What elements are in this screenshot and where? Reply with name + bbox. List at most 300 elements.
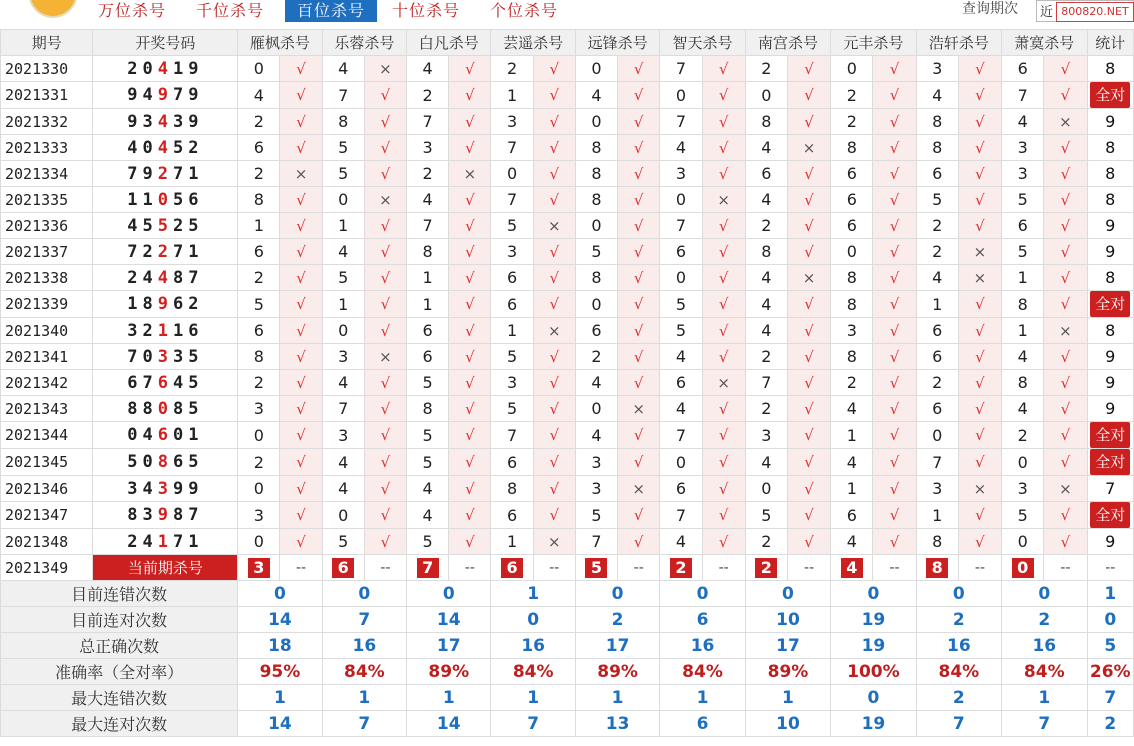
correct-mark-icon [449,56,491,82]
kill-number-cell: 8 [407,239,449,265]
kill-number-cell: 6 [745,161,787,187]
draw-digit: 8 [157,452,173,472]
correct-mark-icon [1044,291,1087,318]
kill-number-cell: 5 [916,187,958,213]
check-icon: √ [975,532,985,551]
current-period-row [1,555,1134,581]
correct-mark-icon [280,56,322,82]
draw-digit: 0 [142,452,158,472]
kill-number-cell: 0 [238,422,280,449]
correct-mark-icon [364,161,406,187]
draw-digit: 3 [127,320,143,341]
draw-digit: 9 [127,85,143,105]
correct-mark-icon [449,502,491,529]
kill-number-cell: 4 [660,135,702,161]
kill-number-cell: 4 [1002,344,1044,370]
correct-mark-icon [280,239,322,265]
check-icon: √ [465,86,475,104]
tab-shi[interactable]: 十位杀号 [392,1,461,20]
current-kill-cell [491,555,533,581]
check-icon: √ [718,453,729,471]
check-icon: √ [718,112,729,131]
draw-digit: 4 [142,85,158,105]
kill-number-cell: 8 [831,135,873,161]
check-icon: √ [804,216,814,235]
check-icon: √ [296,59,306,78]
kill-number-cell: 2 [575,344,617,370]
cross-icon: × [294,164,308,183]
tab-ge[interactable]: 个位杀号 [490,1,559,20]
check-icon: √ [296,453,306,471]
summary-row [1,685,1134,711]
period-cell: 2021342 [1,370,93,396]
check-icon: √ [975,164,985,183]
summary-value: 2 [916,607,1001,633]
correct-mark-icon [1044,422,1087,449]
draw-digit: 9 [188,478,204,499]
correct-mark-icon [1044,396,1087,422]
draw-digit: 2 [142,241,158,262]
correct-mark-icon [702,318,745,344]
draw-digit: 4 [142,531,158,552]
tab-qian[interactable]: 千位杀号 [196,1,265,20]
check-icon: √ [804,506,814,524]
kill-number-cell: 1 [238,213,280,239]
summary-value: 19 [831,607,916,633]
correct-mark-icon [1044,529,1087,555]
stat-cell: 9 [1087,529,1134,555]
kill-number-cell: 6 [407,318,449,344]
check-icon: √ [1060,138,1071,157]
check-icon: √ [975,216,985,235]
table-row [1,56,1134,82]
check-icon: √ [633,112,644,131]
summary-value: 26% [1087,659,1134,685]
correct-mark-icon [958,82,1001,109]
check-icon: √ [549,426,560,444]
correct-mark-icon [280,291,322,318]
correct-mark-icon [280,135,322,161]
check-icon: √ [549,399,560,418]
correct-mark-icon [1044,187,1087,213]
summary-value: 84% [916,659,1001,685]
summary-value: 17 [745,633,830,659]
correct-mark-icon [958,422,1001,449]
check-icon: √ [1060,59,1071,78]
check-icon: √ [633,453,644,471]
check-icon: √ [804,347,814,366]
kill-number-cell: 6 [491,502,533,529]
kill-number-cell: 8 [322,109,364,135]
draw-digit: 1 [172,320,189,341]
cross-icon: × [1059,479,1072,498]
check-icon: √ [718,138,729,157]
kill-number-cell: 1 [831,476,873,502]
check-icon: √ [465,59,475,78]
check-icon: √ [633,532,644,551]
current-kill-cell [575,555,617,581]
correct-mark-icon [1044,161,1087,187]
check-icon: √ [465,112,475,131]
correct-mark-icon [280,82,322,109]
kill-number-cell: 1 [407,265,449,291]
kill-number-cell: 7 [322,82,364,109]
correct-mark-icon [618,291,660,318]
draw-number-cell [93,476,238,502]
check-icon: √ [1060,373,1071,392]
correct-mark-icon [618,161,660,187]
kill-number-cell: 6 [491,265,533,291]
kill-number-cell: 4 [575,370,617,396]
correct-mark-icon [958,291,1001,318]
summary-value: 7 [916,711,1001,737]
check-icon: √ [380,373,391,392]
period-cell: 2021333 [1,135,93,161]
draw-digit: 4 [142,478,158,499]
correct-mark-icon [449,344,491,370]
stat-cell: 9 [1087,344,1134,370]
current-kill-number: 5 [585,558,607,578]
correct-mark-icon [533,449,575,476]
check-icon: √ [465,190,475,209]
kill-number-table [0,29,1134,737]
kill-number-cell: 8 [238,187,280,213]
kill-number-cell: 0 [491,161,533,187]
correct-mark-icon [533,476,575,502]
draw-number-cell [93,239,238,265]
summary-value: 1 [660,685,745,711]
kill-number-cell: 2 [745,56,787,82]
correct-mark-icon [787,370,830,396]
correct-mark-icon [958,502,1001,529]
stat-cell [1087,449,1134,476]
draw-number-cell [93,502,238,529]
kill-number-cell: 5 [575,502,617,529]
wrong-mark-icon [1044,318,1087,344]
draw-digit: 1 [188,163,204,184]
kill-number-cell: 8 [831,265,873,291]
check-icon: √ [889,321,900,340]
kill-number-cell: 7 [1002,82,1044,109]
correct-mark-icon [618,56,660,82]
kill-number-cell: 5 [745,502,787,529]
check-icon: √ [380,138,391,157]
check-icon: √ [1060,399,1071,418]
correct-mark-icon [364,135,406,161]
correct-mark-icon [449,396,491,422]
summary-row [1,659,1134,685]
kill-number-cell: 1 [1002,265,1044,291]
check-icon: √ [889,242,900,261]
current-kill-number: 0 [1012,558,1034,578]
correct-mark-icon [364,82,406,109]
draw-number-cell [93,449,238,476]
draw-number-cell [93,187,238,213]
summary-value: 84% [660,659,745,685]
check-icon: √ [718,86,729,104]
draw-digit: 4 [157,267,173,288]
summary-label: 目前连错次数 [1,581,238,607]
tab-bai[interactable]: 百位杀号 [285,0,377,22]
current-kill-cell [916,555,958,581]
period-cell: 2021332 [1,109,93,135]
check-icon: √ [633,321,644,340]
check-icon: √ [465,321,475,340]
pending-mark: -- [873,555,916,581]
cross-icon: × [973,242,987,261]
draw-digit: 7 [127,346,143,367]
wrong-mark-icon [364,344,406,370]
kill-number-cell: 0 [831,56,873,82]
current-kill-label: 当前期杀号 [93,555,238,581]
wrong-mark-icon [1044,476,1087,502]
kill-number-cell: 0 [322,187,364,213]
wrong-mark-icon [533,318,575,344]
kill-number-cell: 3 [491,370,533,396]
cross-icon: × [717,373,730,392]
kill-number-cell: 3 [407,135,449,161]
summary-value: 0 [1087,607,1134,633]
summary-value: 89% [407,659,491,685]
summary-value: 1 [491,685,575,711]
summary-label: 总正确次数 [1,633,238,659]
correct-mark-icon [618,187,660,213]
correct-mark-icon [958,161,1001,187]
header-period: 期号 [1,30,93,56]
draw-digit: 9 [188,111,204,132]
draw-digit: 4 [127,137,143,158]
kill-number-cell: 2 [407,82,449,109]
stat-cell: 9 [1087,396,1134,422]
kill-number-cell: 3 [575,476,617,502]
kill-number-cell: 5 [407,422,449,449]
draw-number-cell [93,265,238,291]
kill-number-cell: 2 [916,213,958,239]
summary-label: 准确率（全对率） [1,659,238,685]
check-icon: √ [718,242,729,261]
cross-icon: × [802,268,816,287]
correct-mark-icon [787,187,830,213]
correct-mark-icon [787,213,830,239]
draw-number-cell [93,56,238,82]
kill-number-cell: 0 [322,318,364,344]
kill-number-cell: 4 [1002,396,1044,422]
draw-digit: 9 [157,85,173,105]
correct-mark-icon [702,502,745,529]
summary-value: 6 [660,607,745,633]
check-icon: √ [975,190,985,209]
kill-number-cell: 5 [238,291,280,318]
kill-number-cell: 1 [407,291,449,318]
check-icon: √ [465,479,475,498]
check-icon: √ [380,112,391,131]
wrong-mark-icon [364,187,406,213]
kill-number-cell: 2 [407,161,449,187]
kill-number-cell: 3 [491,239,533,265]
correct-mark-icon [873,135,916,161]
summary-value: 16 [916,633,1001,659]
check-icon: √ [465,426,475,444]
stat-cell: 7 [1087,476,1134,502]
summary-value: 89% [745,659,830,685]
kill-number-cell: 8 [1002,370,1044,396]
draw-digit: 5 [188,346,204,367]
current-kill-number: 6 [501,558,523,578]
check-icon: √ [549,242,560,261]
correct-mark-icon [364,476,406,502]
check-icon: √ [380,399,391,418]
draw-digit: 0 [142,346,158,367]
check-icon: √ [975,112,985,131]
cross-icon: × [973,479,987,498]
correct-mark-icon [702,109,745,135]
check-icon: √ [380,86,391,104]
check-icon: √ [296,426,306,444]
cross-icon: × [379,190,392,209]
draw-digit: 7 [172,163,189,184]
draw-digit: 3 [172,111,189,132]
summary-value: 5 [1087,633,1134,659]
kill-number-cell: 1 [491,529,533,555]
correct-mark-icon [533,187,575,213]
tab-wan[interactable]: 万位杀号 [98,1,167,20]
check-icon: √ [549,453,560,471]
table-header-row [1,30,1134,56]
check-icon: √ [380,479,391,498]
kill-number-cell: 5 [1002,239,1044,265]
summary-value: 0 [238,581,322,607]
correct-mark-icon [958,449,1001,476]
correct-mark-icon [958,318,1001,344]
correct-mark-icon [449,370,491,396]
correct-mark-icon [533,82,575,109]
summary-value: 1 [407,685,491,711]
draw-digit: 6 [188,320,204,341]
wrong-mark-icon [958,265,1001,291]
draw-number-cell [93,109,238,135]
draw-number-cell [93,213,238,239]
cross-icon: × [463,164,477,183]
correct-mark-icon [958,396,1001,422]
cross-icon: × [1059,112,1072,131]
summary-value: 0 [491,607,575,633]
correct-mark-icon [449,213,491,239]
correct-mark-icon [364,291,406,318]
check-icon: √ [975,295,985,313]
draw-digit: 9 [157,505,173,525]
stat-cell: 8 [1087,318,1134,344]
check-icon: √ [889,399,900,418]
pending-mark: -- [958,555,1001,581]
correct-mark-icon [787,109,830,135]
kill-number-cell: 0 [575,291,617,318]
wrong-mark-icon [787,265,830,291]
draw-digit: 0 [157,189,173,210]
correct-mark-icon [1044,56,1087,82]
all-correct-badge: 全对 [1090,82,1130,108]
cross-icon: × [973,268,987,287]
kill-number-cell: 4 [916,265,958,291]
check-icon: √ [718,59,729,78]
correct-mark-icon [364,502,406,529]
check-icon: √ [804,86,814,104]
draw-digit: 2 [127,58,143,79]
check-icon: √ [465,216,475,235]
header-stat: 统计 [1087,30,1134,56]
summary-value: 2 [1087,711,1134,737]
kill-number-cell: 8 [745,239,787,265]
kill-number-cell: 5 [491,396,533,422]
draw-digit: 2 [188,137,204,158]
draw-digit: 7 [188,267,204,288]
kill-number-cell: 6 [831,213,873,239]
kill-number-cell: 4 [831,449,873,476]
correct-mark-icon [618,239,660,265]
period-cell: 2021331 [1,82,93,109]
query-select[interactable]: 近 [1036,0,1134,22]
correct-mark-icon [533,502,575,529]
period-cell: 2021348 [1,529,93,555]
summary-value: 18 [238,633,322,659]
kill-number-cell: 0 [916,422,958,449]
kill-number-cell: 0 [831,239,873,265]
correct-mark-icon [1044,449,1087,476]
check-icon: √ [633,86,644,104]
check-icon: √ [889,112,900,131]
stat-cell [1087,502,1134,529]
header-expert: 雁枫杀号 [238,30,322,56]
check-icon: √ [633,426,644,444]
kill-number-cell: 3 [831,318,873,344]
summary-value: 16 [660,633,745,659]
cross-icon: × [632,479,645,498]
period-cell: 2021334 [1,161,93,187]
correct-mark-icon [364,109,406,135]
check-icon: √ [633,164,644,183]
kill-number-cell: 0 [1002,449,1044,476]
check-icon: √ [804,532,814,551]
check-icon: √ [718,164,729,183]
summary-row [1,607,1134,633]
wrong-mark-icon [958,239,1001,265]
draw-digit: 5 [188,215,204,236]
kill-number-cell: 4 [745,449,787,476]
draw-digit: 8 [172,267,189,288]
check-icon: √ [1060,164,1071,183]
correct-mark-icon [533,56,575,82]
kill-number-cell: 2 [916,239,958,265]
period-cell: 2021339 [1,291,93,318]
kill-number-cell: 4 [831,529,873,555]
table-row [1,187,1134,213]
check-icon: √ [380,295,391,313]
pending-mark: -- [449,555,491,581]
current-kill-cell [660,555,702,581]
draw-digit: 1 [142,189,158,210]
kill-number-cell: 6 [1002,213,1044,239]
correct-mark-icon [533,291,575,318]
draw-digit: 6 [188,189,204,210]
current-kill-cell [238,555,280,581]
check-icon: √ [975,506,985,524]
correct-mark-icon [364,422,406,449]
draw-digit: 4 [172,372,189,393]
current-kill-cell [1002,555,1044,581]
kill-number-cell: 8 [575,161,617,187]
check-icon: √ [1060,295,1071,313]
pending-mark: -- [618,555,660,581]
correct-mark-icon [449,109,491,135]
